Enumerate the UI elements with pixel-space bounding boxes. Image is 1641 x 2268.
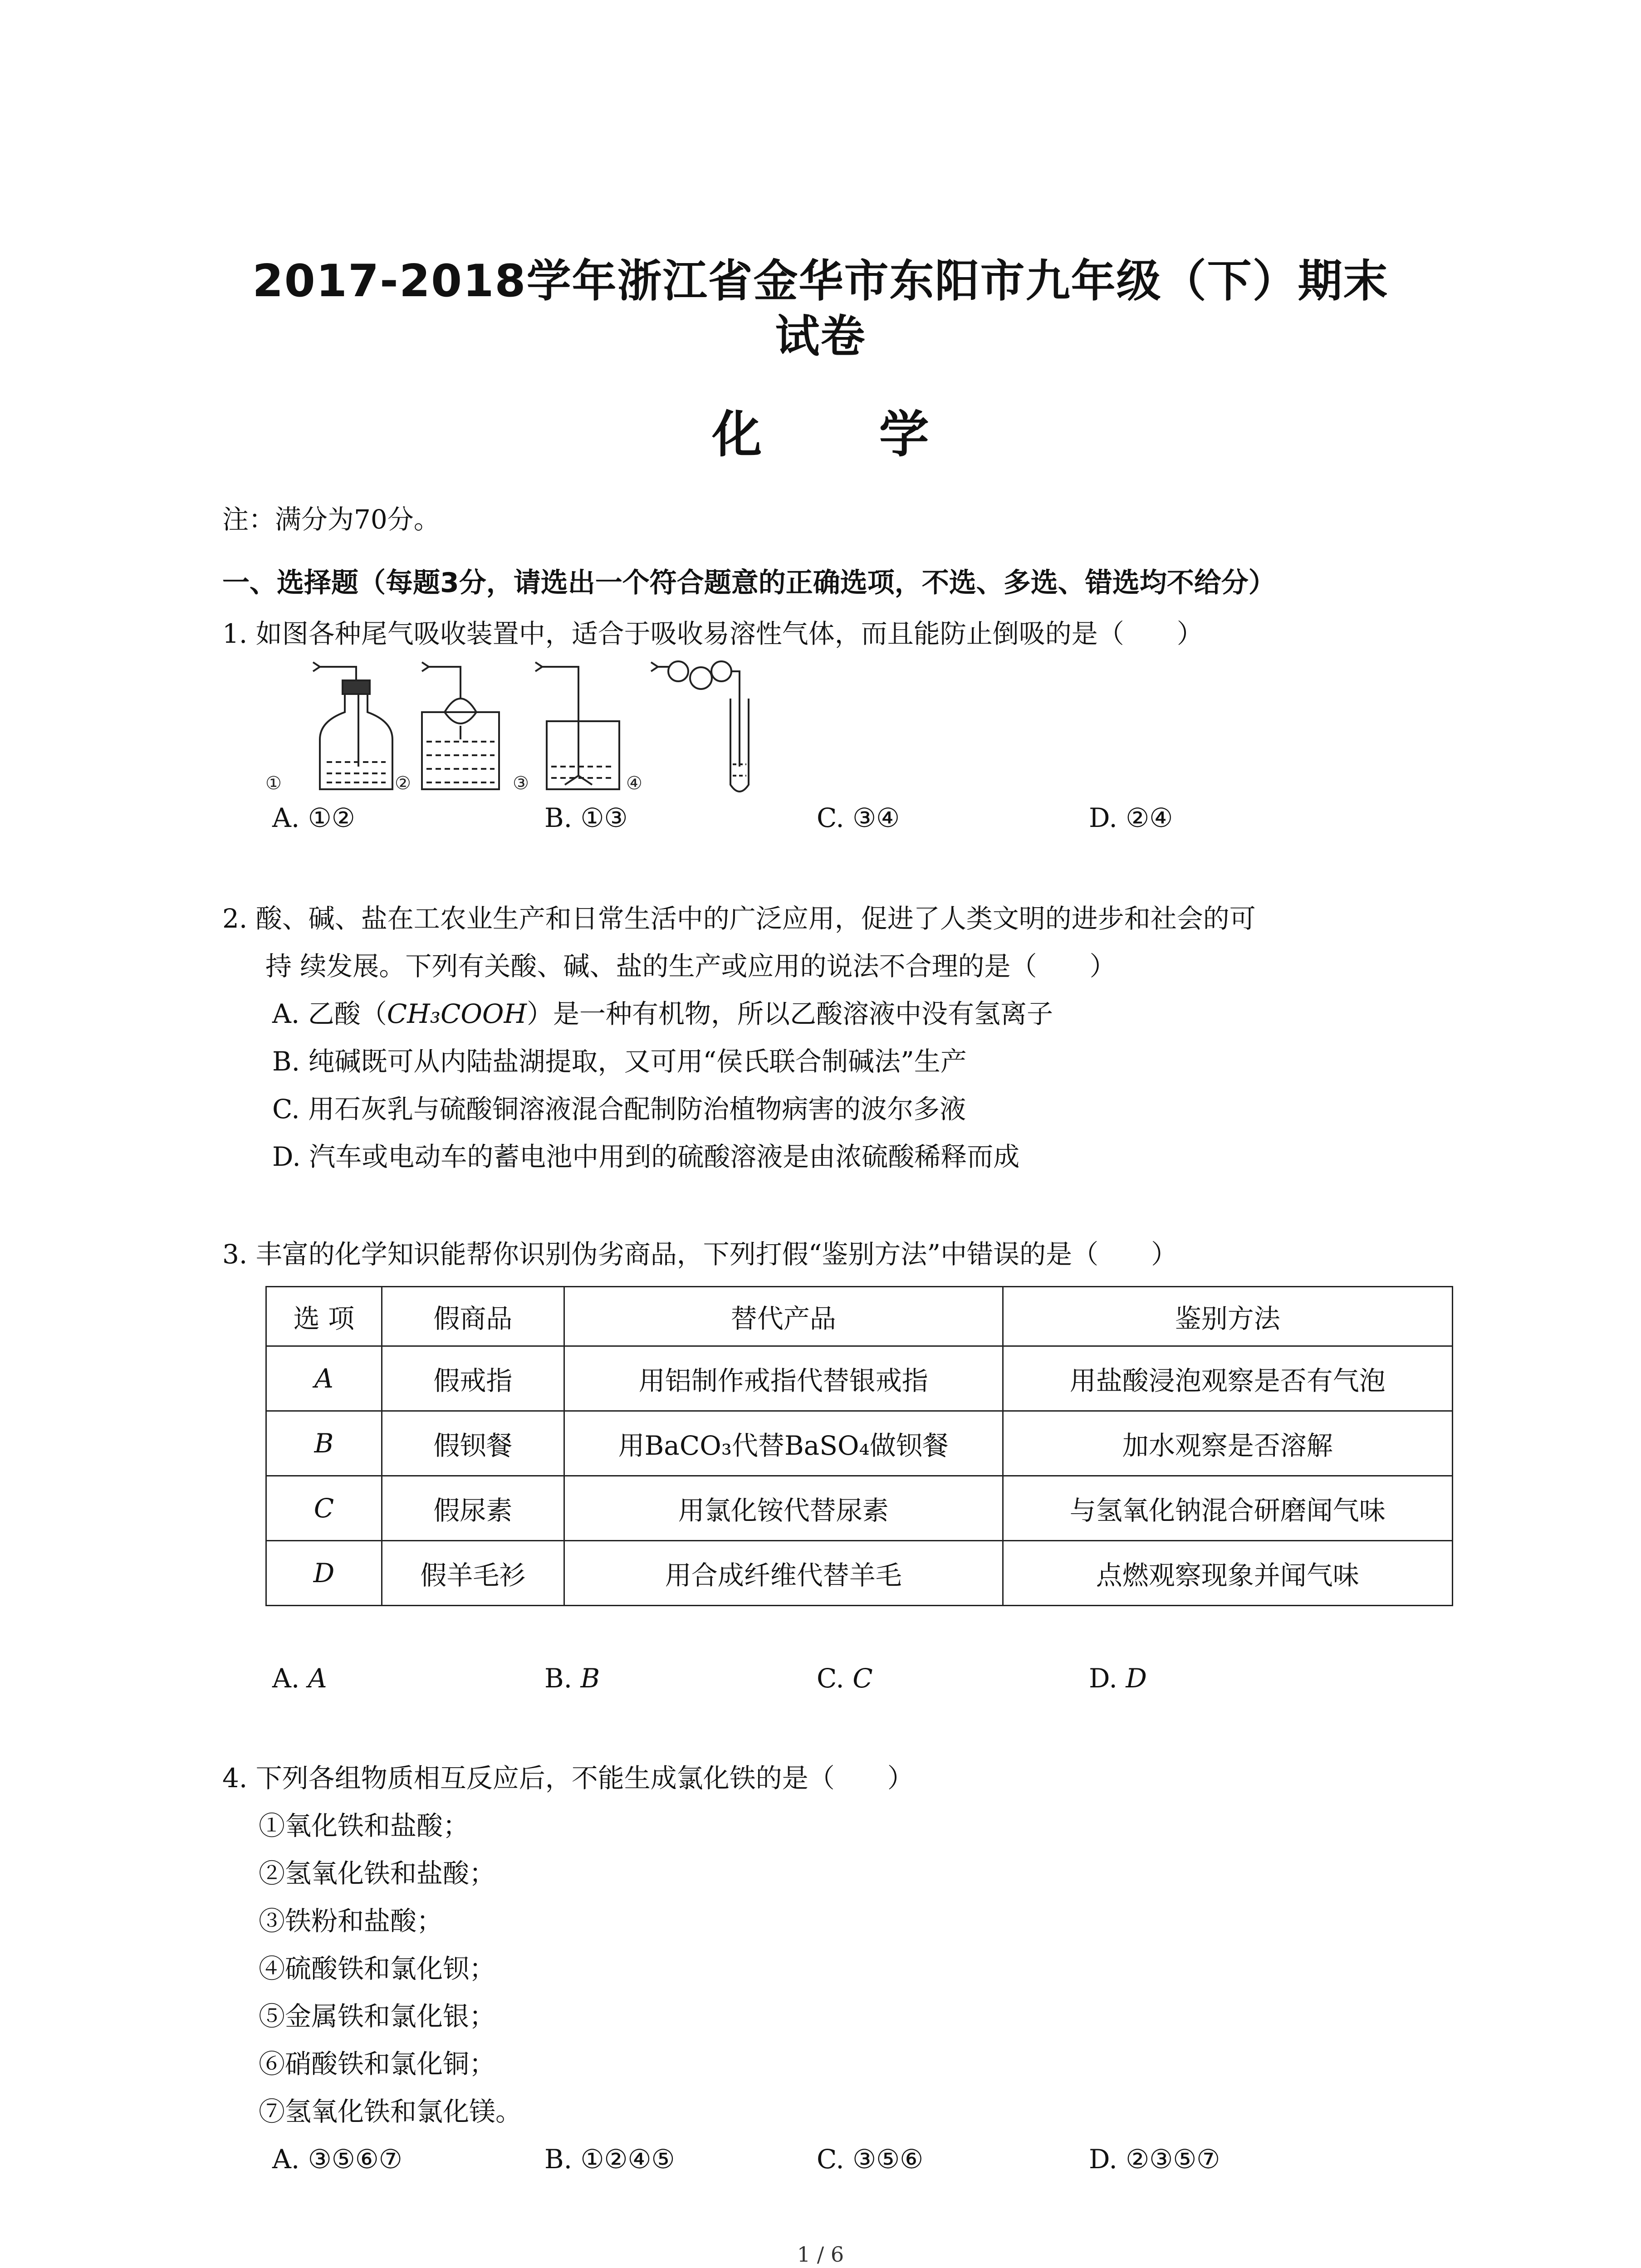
subject-heading: 化 学 [712, 406, 979, 464]
q3-option-a-value: A [308, 1663, 327, 1694]
q1-option-c[interactable]: C. ③④ [817, 802, 900, 833]
exam-title-line1: 2017-2018学年浙江省金华市东阳市九年级（下）期末 [252, 255, 1389, 307]
counterfeit-identification-table [265, 1286, 1453, 1606]
q4-item: ④硫酸铁和氯化钡； [259, 1953, 496, 1984]
row-option: A [266, 1346, 382, 1411]
q4-item: ③铁粉和盐酸； [259, 1906, 443, 1936]
q2-option-a-pre: A. 乙酸（ [272, 998, 387, 1029]
q1-option-b[interactable]: B. ①③ [544, 802, 628, 833]
row-substitute: 用铝制作戒指代替银戒指 [564, 1346, 1003, 1411]
row-fake: 假羊毛衫 [382, 1541, 564, 1606]
row-method: 与氢氧化钠混合研磨闻气味 [1003, 1476, 1452, 1541]
q3-option-b-label: B. [544, 1663, 581, 1694]
figure-label-1: ① [265, 773, 282, 794]
page-number: 1 / 6 [797, 2242, 844, 2267]
question-2-stem-line1: 2. 酸、碱、盐在工农业生产和日常生活中的广泛应用，促进了人类文明的进步和社会的可 [222, 903, 1256, 934]
q4-item: ⑥硝酸铁和氯化铜； [259, 2048, 496, 2079]
exam-title-line2: 试卷 [775, 311, 866, 362]
q4-item: ⑦氢氧化铁和氯化镁。 [259, 2096, 522, 2127]
apparatus-4-testtube [651, 661, 749, 792]
q3-option-d-label: D. [1089, 1663, 1126, 1694]
row-method: 点燃观察现象并闻气味 [1003, 1541, 1452, 1606]
table-row [266, 1411, 1453, 1476]
q3-option-c-value: C [852, 1663, 873, 1694]
q2-option-b[interactable]: B. 纯碱既可从内陆盐湖提取，又可用“侯氏联合制碱法”生产 [272, 1046, 967, 1077]
q4-item: ①氧化铁和盐酸； [259, 1810, 470, 1841]
header-method: 鉴别方法 [1003, 1287, 1452, 1346]
row-fake: 假戒指 [382, 1346, 564, 1411]
q2-option-d[interactable]: D. 汽车或电动车的蓄电池中用到的硫酸溶液是由浓硫酸稀释而成 [272, 1141, 1020, 1172]
apparatus-2-funnel [422, 662, 499, 789]
q3-option-c[interactable] [817, 1662, 873, 1694]
q4-item: ⑤金属铁和氯化银； [259, 2001, 496, 2032]
row-fake: 假尿素 [382, 1476, 564, 1541]
header-option: 选 项 [266, 1287, 382, 1346]
q3-option-a-label: A. [272, 1663, 308, 1694]
table-row [266, 1541, 1453, 1606]
q1-option-d[interactable]: D. ②④ [1089, 802, 1173, 833]
q2-option-c[interactable]: C. 用石灰乳与硫酸铜溶液混合配制防治植物病害的波尔多液 [272, 1094, 966, 1124]
question-3-stem: 3. 丰富的化学知识能帮你识别伪劣商品，下列打假“鉴别方法”中错误的是（ ） [222, 1239, 1178, 1270]
header-fake-product: 假商品 [382, 1287, 564, 1346]
q3-option-d[interactable] [1089, 1662, 1147, 1694]
acetic-acid-formula: CH₃COOH [387, 998, 527, 1029]
figure-label-2: ② [395, 773, 411, 794]
apparatus-3-beaker [535, 662, 619, 789]
table-header-row [266, 1287, 1453, 1346]
q4-option-c[interactable]: C. ③⑤⑥ [817, 2144, 924, 2175]
row-option: B [266, 1411, 382, 1476]
q4-item: ②氢氧化铁和盐酸； [259, 1858, 496, 1889]
apparatus-figure [265, 653, 764, 803]
row-substitute: 用BaCO₃代替BaSO₄做钡餐 [564, 1411, 1003, 1476]
figure-label-3: ③ [513, 773, 529, 794]
table-row [266, 1476, 1453, 1541]
table-row [266, 1346, 1453, 1411]
q1-option-a[interactable]: A. ①② [272, 802, 355, 833]
row-option: C [266, 1476, 382, 1541]
row-option: D [266, 1541, 382, 1606]
header-substitute: 替代产品 [564, 1287, 1003, 1346]
row-method: 加水观察是否溶解 [1003, 1411, 1452, 1476]
question-1-stem: 1. 如图各种尾气吸收装置中，适合于吸收易溶性气体，而且能防止倒吸的是（ ） [222, 618, 1203, 649]
q3-option-b[interactable] [544, 1662, 600, 1694]
q3-option-c-label: C. [817, 1663, 853, 1694]
q3-option-a[interactable] [272, 1662, 327, 1694]
q2-option-a-post: ）是一种有机物，所以乙酸溶液中没有氢离子 [527, 998, 1053, 1029]
row-method: 用盐酸浸泡观察是否有气泡 [1003, 1346, 1452, 1411]
section-heading: 一、选择题（每题3分，请选出一个符合题意的正确选项，不选、多选、错选均不给分） [222, 567, 1276, 599]
q4-option-b[interactable]: B. ①②④⑤ [544, 2144, 675, 2175]
figure-label-4: ④ [626, 773, 642, 794]
q3-option-b-value: B [580, 1663, 600, 1694]
question-4-stem: 4. 下列各组物质相互反应后，不能生成氯化铁的是（ ） [222, 1763, 914, 1794]
question-2-stem-line2: 持 续发展。下列有关酸、碱、盐的生产或应用的说法不合理的是（ ） [265, 951, 1116, 982]
q2-option-a[interactable] [272, 998, 1053, 1030]
row-fake: 假钡餐 [382, 1411, 564, 1476]
score-note: 注：满分为70分。 [222, 504, 440, 535]
apparatus-1-bottle [313, 662, 392, 789]
q4-option-d[interactable]: D. ②③⑤⑦ [1089, 2144, 1220, 2175]
row-substitute: 用氯化铵代替尿素 [564, 1476, 1003, 1541]
q3-option-d-value: D [1126, 1663, 1147, 1694]
row-substitute: 用合成纤维代替羊毛 [564, 1541, 1003, 1606]
q4-option-a[interactable]: A. ③⑤⑥⑦ [272, 2144, 402, 2175]
